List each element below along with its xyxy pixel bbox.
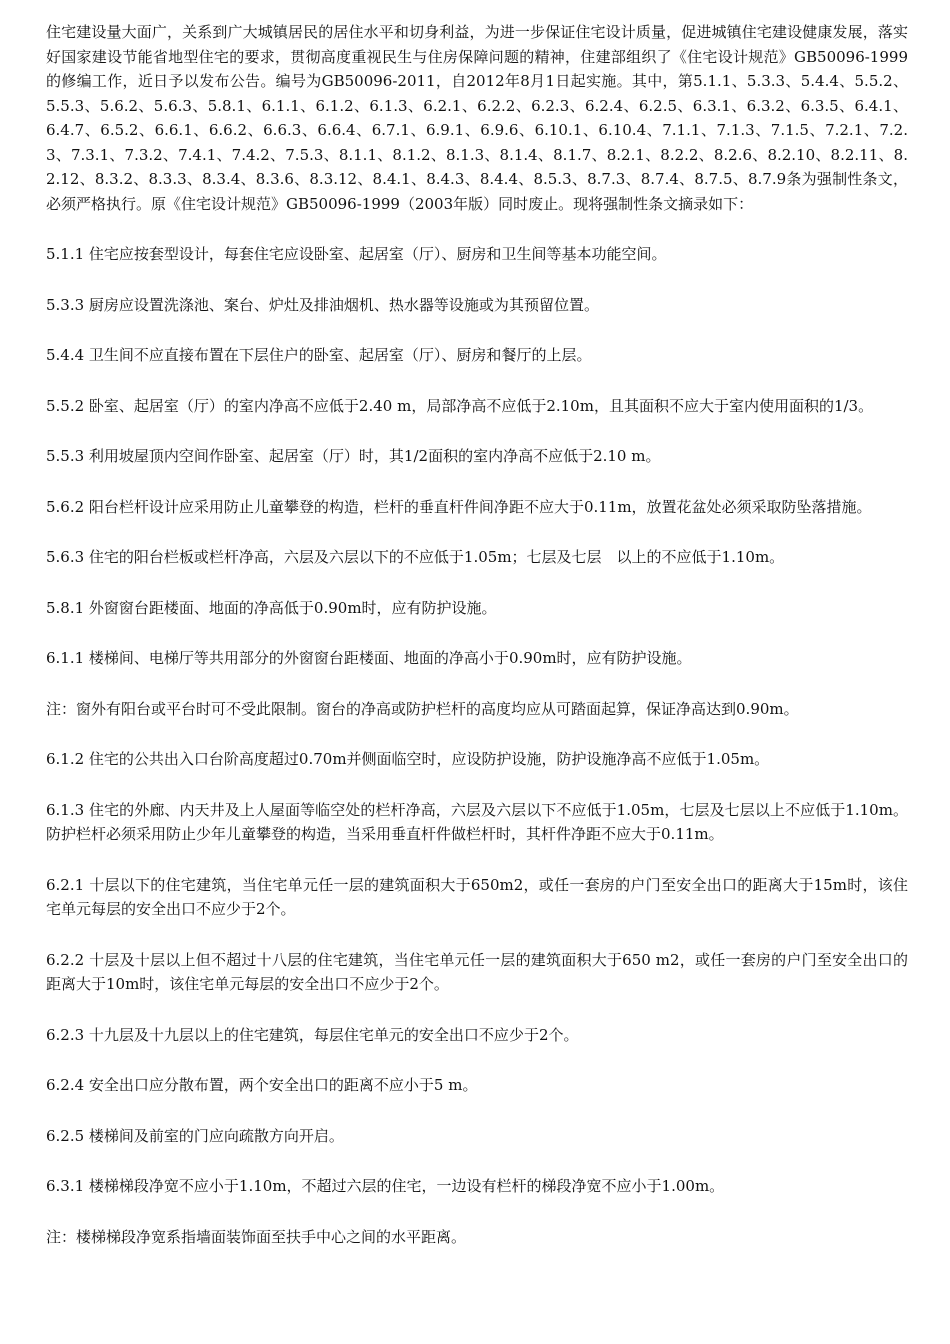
clause-5-8-1: 5.8.1 外窗窗台距楼面、地面的净高低于0.90m时，应有防护设施。 [46,598,497,617]
clause-6-2-3: 6.2.3 十九层及十九层以上的住宅建筑，每层住宅单元的安全出口不应少于2个。 [46,1025,579,1044]
clause-5-4-4: 5.4.4 卫生间不应直接布置在下层住户的卧室、起居室（厅）、厨房和餐厅的上层。 [46,346,592,364]
clause-6-2-1: 6.2.1 十层以下的住宅建筑，当住宅单元任一层的建筑面积大于650m2，或任一套房的户门至安全出口的距离大于15m时，该住宅单元每层的安全出口不应少于2个。 [46,875,908,918]
clause-6-2-4: 6.2.4 安全出口应分散布置，两个安全出口的距离不应小于5 m。 [46,1076,478,1094]
clause-6-3-1: 6.3.1 楼梯梯段净宽不应小于1.10m，不超过六层的住宅，一边设有栏杆的梯段净宽不应小于1.00m。 [46,1177,725,1195]
clause-5-6-2: 5.6.2 阳台栏杆设计应采用防止儿童攀登的构造，栏杆的垂直杆件间净距不应大于0.11m，放置花盆处必须采取防坠落措施。 [46,497,872,516]
clause-6-2-5: 6.2.5 楼梯间及前室的门应向疏散方向开启。 [46,1126,344,1145]
clause-6-2-2: 6.2.2 十层及十层以上但不超过十八层的住宅建筑，当住宅单元任一层的建筑面积大于650 m2，或任一套房的户门至安全出口的距离大于10m时，该住宅单元每层的安全出口不应少于2个。 [46,950,908,993]
clause-5-1-1: 5.1.1 住宅应按套型设计，每套住宅应设卧室、起居室（厅）、厨房和卫生间等基本功能空间。 [46,245,667,263]
clause-6-1-2: 6.1.2 住宅的公共出入口台阶高度超过0.70m并侧面临空时，应设防护设施，防护设施净高不应低于1.05m。 [46,750,770,768]
clause-6-1-3: 6.1.3 住宅的外廊、内天井及上人屋面等临空处的栏杆净高，六层及六层以下不应低于1.05m，七层及七层以上不应低于1.10m。防护栏杆必须采用防止少年儿童攀登的构造，当采用垂直杆件做栏杆时，其杆件净距不应大于0.11m。 [46,800,908,843]
document-page [46,20,908,1275]
clause-5-5-2: 5.5.2 卧室、起居室（厅）的室内净高不应低于2.40 m，局部净高不应低于2.10m，且其面积不应大于室内使用面积的1/3。 [46,396,874,415]
intro-paragraph: 住宅建设量大面广，关系到广大城镇居民的居住水平和切身利益，为进一步保证住宅设计质量，促进城镇住宅建设健康发展，落实好国家建设节能省地型住宅的要求，贯彻高度重视民生与住房保障问题的精神，住建部组织了《住宅设计规范》GB50096-1999的修编工作，近日予以发布公告。编号为GB50096-2011，自2012年8月1日起实施。其中，第5.1.1、5.3.3、5.4.4、5.5.2、5.5.3、5.6.2、5.6.3、5.8.1、6.1.1、6.1.2、6.1.3、6.2.1、6.2.2、6.2.3、6.2.4、6.2.5、6.3.1、6.3.2、6.3.5、6.4.1、6.4.7、6.5.2、6.6.1、6.6.2、6.6.3、6.6.4、6.7.1、6.9.1、6.9.6、6.10.1、6.10.4、7.1.1、7.1.3、7.1.5、7.2.1、7.2.3、7.3.1、7.3.2、7.4.1、7.4.2、7.5.3、8.1.1、8.1.2、8.1.3、8.1.4、8.1.7、8.2.1、8.2.2、8.2.6、8.2.10、8.2.11、8.2.12、8.3.2、8.3.3、8.3.4、8.3.6、8.3.12、8.4.1、8.4.3、8.4.4、8.5.3、8.7.3、8.7.4、8.7.5、8.7.9条为强制性条文，必须严格执行。原《住宅设计规范》GB50096-1999（2003年版）同时废止。现将强制性条文摘录如下： [46,23,908,213]
clause-5-6-3: 5.6.3 住宅的阳台栏板或栏杆净高，六层及六层以下的不应低于1.05m；七层及七层 以上的不应低于1.10m。 [46,548,785,566]
clause-5-5-3: 5.5.3 利用坡屋顶内空间作卧室、起居室（厅）时，其1/2面积的室内净高不应低于2.10 m。 [46,447,661,465]
clause-5-3-3: 5.3.3 厨房应设置洗涤池、案台、炉灶及排油烟机、热水器等设施或为其预留位置。 [46,295,599,314]
note-6-3-1: 注：楼梯梯段净宽系指墙面装饰面至扶手中心之间的水平距离。 [46,1227,467,1246]
note-6-1-1: 注：窗外有阳台或平台时可不受此限制。窗台的净高或防护栏杆的高度均应从可踏面起算，保证净高达到0.90m。 [46,699,799,718]
clause-6-1-1: 6.1.1 楼梯间、电梯厅等共用部分的外窗窗台距楼面、地面的净高小于0.90m时，应有防护设施。 [46,649,692,667]
